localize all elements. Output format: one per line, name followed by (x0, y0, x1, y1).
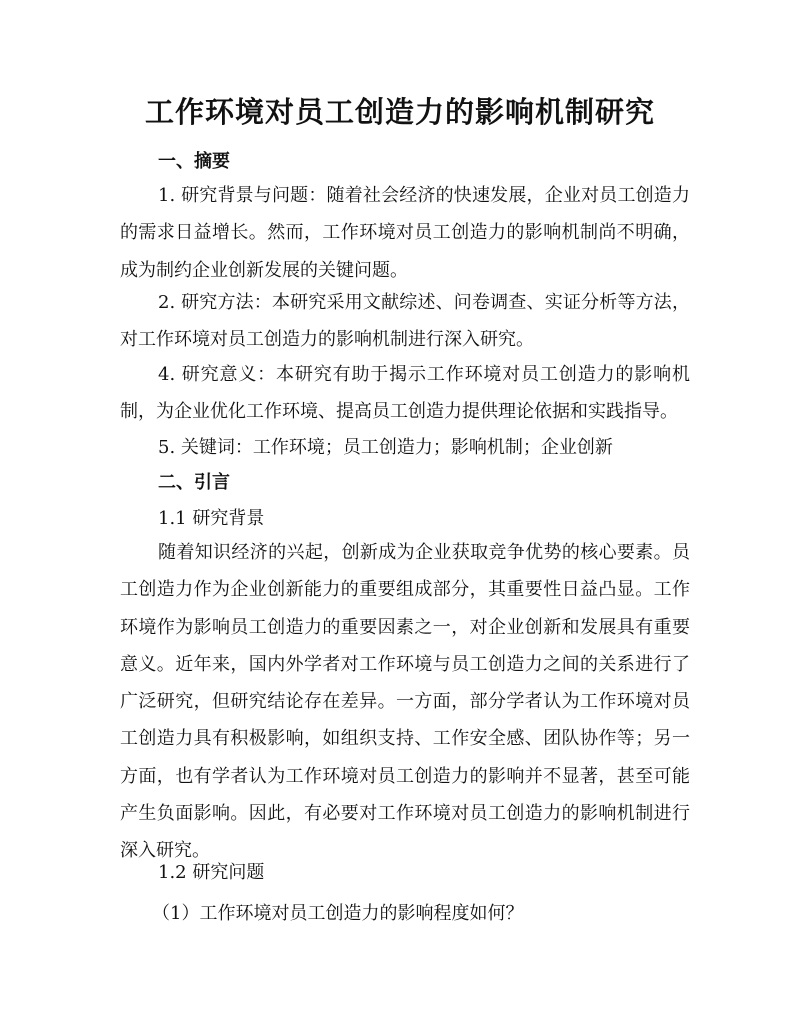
abstract-keywords: 5. 关键词：工作环境；员工创造力；影响机制；企业创新 (158, 437, 613, 458)
abstract-paragraph-background: 1. 研究背景与问题：随着社会经济的快速发展，企业对员工创造力的需求日益增长。然而，工作环境对员工创造力的影响机制尚不明确，成为制约企业创新发展的关键问题。 (120, 185, 690, 281)
subsection-heading-background: 1.1 研究背景 (158, 508, 265, 529)
background-paragraph: 随着知识经济的兴起，创新成为企业获取竞争优势的核心要素。员工创造力作为企业创新能力的重要组成部分，其重要性日益凸显。工作环境作为影响员工创造力的重要因素之一，对企业创新和发展具有重要意义。近年来，国内外学者对工作环境与员工创造力之间的关系进行了广泛研究，但研究结论存在差异。一方面，部分学者认为工作环境对员工创造力具有积极影响，如组织支持、工作安全感、团队协作等；另一方面，也有学者认为工作环境对员工创造力的影响并不显著，甚至可能产生负面影响。因此，有必要对工作环境对员工创造力的影响机制进行深入研究。 (120, 542, 690, 862)
document-title: 工作环境对员工创造力的影响机制研究 (144, 95, 655, 129)
subsection-heading-questions: 1.2 研究问题 (158, 862, 265, 883)
section-heading-introduction: 二、引言 (158, 472, 230, 493)
abstract-paragraph-methods: 2. 研究方法：本研究采用文献综述、问卷调查、实证分析等方法，对工作环境对员工创造力的影响机制进行深入研究。 (120, 292, 690, 351)
research-question-item: （1）工作环境对员工创造力的影响程度如何？ (152, 903, 524, 924)
abstract-paragraph-significance: 4. 研究意义：本研究有助于揭示工作环境对员工创造力的影响机制，为企业优化工作环境、提高员工创造力提供理论依据和实践指导。 (120, 364, 690, 423)
section-heading-abstract: 一、摘要 (158, 151, 230, 172)
